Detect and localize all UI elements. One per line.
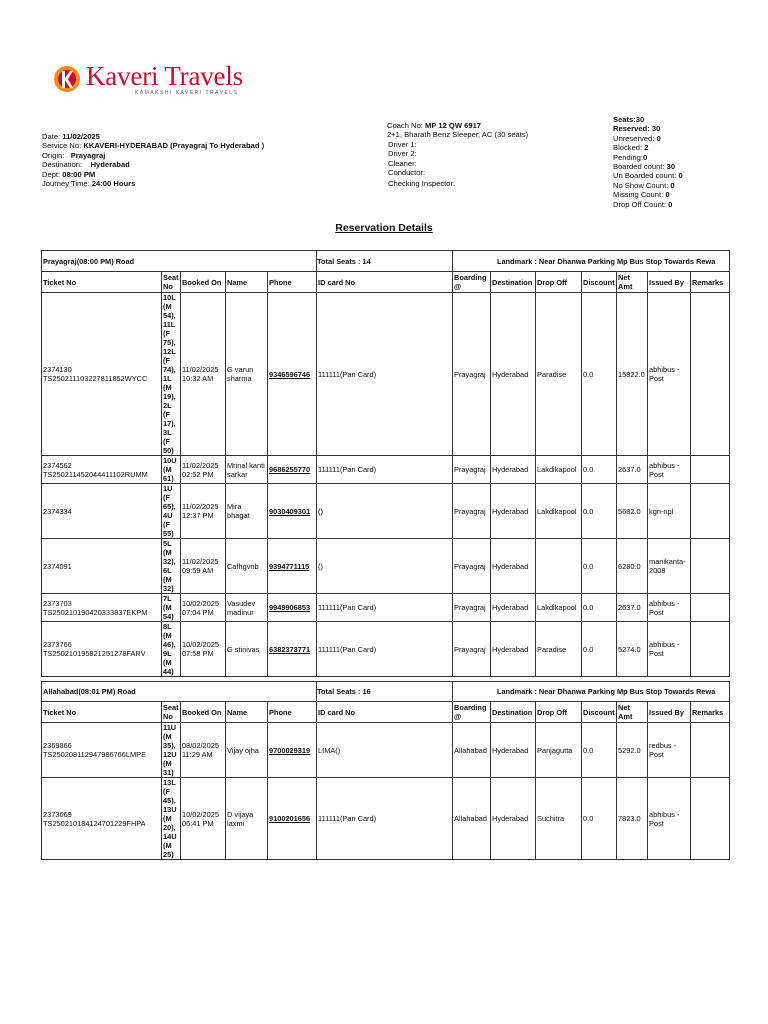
cell-drop-off: Lakdikapool (536, 484, 582, 539)
col-ticket: Ticket No (42, 272, 162, 293)
cell-booked-on: 11/02/2025 02:52 PM (181, 456, 226, 484)
kaveri-logo-icon (52, 62, 82, 94)
cell-boarding-point: Prayagraj (453, 539, 491, 594)
cell-ticket-no: 2374334 (42, 484, 162, 539)
cell-net-amount: 5682.0 (617, 484, 648, 539)
cell-passenger-name: Vasudev madinur (226, 594, 268, 622)
pending-value: 0 (642, 152, 648, 162)
col-boarding: Boarding @ (453, 702, 491, 723)
col-issued: Issued By (648, 702, 691, 723)
unreserved-row (613, 134, 683, 143)
cell-boarding-point: Prayagraj (453, 622, 491, 677)
boarded-value: 30 (666, 162, 676, 172)
brand-tagline: KAMAKSHI KAVERI TRAVELS (135, 90, 239, 96)
col-booked: Booked On (181, 702, 226, 723)
col-dropoff: Drop Off (536, 702, 582, 723)
col-netamt: Net Amt (617, 272, 648, 293)
col-boarding: Boarding @ (453, 272, 491, 293)
col-seat: Seat No (163, 703, 179, 721)
cell-issued-by: redbus - Post (648, 723, 691, 778)
cell-booked-on: 10/02/2025 07:04 PM (181, 594, 226, 622)
service-label: Service No: (42, 141, 82, 151)
cell-destination: Hyderabad (491, 723, 536, 778)
date-row (42, 132, 264, 141)
cell-id-card: () (317, 484, 453, 539)
cell-discount: 0.0 (582, 723, 617, 778)
cell-net-amount: 5292.0 (617, 723, 648, 778)
dept-label: Dept: (42, 169, 61, 179)
noshow-row (613, 181, 683, 190)
missing-value: 0 (665, 190, 670, 200)
col-ticket: Ticket No (42, 702, 162, 723)
cell-id-card: 111111(Pan Card) (317, 622, 453, 677)
table-header-row (42, 272, 730, 293)
group-header (42, 251, 730, 272)
cell-booked-on: 11/02/2025 12:37 PM (181, 484, 226, 539)
cell-ticket-no: 2374562 TS250211452044411102RUMM (42, 456, 162, 484)
group-body (42, 682, 730, 860)
seats-total: Seats:30 (613, 115, 645, 124)
cell-destination: Hyderabad (491, 539, 536, 594)
cell-drop-off: Paradise (536, 293, 582, 456)
date-label: Date: (42, 132, 61, 141)
pending-row (613, 153, 683, 162)
cell-passenger-name: Mrinal kanti sarkar (226, 456, 268, 484)
origin-label: Origin: (42, 150, 65, 160)
cell-passenger-name: Mira bhagat (226, 484, 268, 539)
date-value: 11/02/2025 (62, 132, 100, 141)
origin-value: Prayagraj (70, 150, 106, 160)
destination-label: Destination: (42, 160, 83, 170)
col-destination: Destination (491, 702, 536, 723)
group-boarding-text: Allahabad(08:01 PM) Road (43, 687, 136, 696)
cell-seat-no: 10L (M 54), 11L (F 75), 12L (F 74), 1L (M 19), 2L (F 17), 3L (F 50) (162, 293, 181, 456)
cell-booked-on: 08/02/2025 11:29 AM (181, 723, 226, 778)
reservation-table-allahabad (41, 681, 730, 860)
dropoff-label: Drop Off Count: (613, 199, 667, 209)
cell-ticket-no: 2373669 TS250210184124701229FHPA (42, 778, 162, 860)
cell-issued-by: abhibus - Post (648, 594, 691, 622)
reservation-table-prayagraj (41, 250, 730, 677)
cell-phone-number[interactable]: 9030409301 (268, 484, 317, 539)
blocked-value: 2 (644, 143, 649, 153)
noshow-label: No Show Count: (613, 180, 669, 190)
cell-discount: 0.0 (582, 539, 617, 594)
boarded-row (613, 162, 683, 171)
blocked-label: Blocked: (613, 143, 643, 153)
cell-net-amount: 15822.0 (617, 293, 648, 456)
driver1-label: Driver 1: (388, 139, 417, 149)
coach-row (387, 121, 528, 130)
cell-remarks (691, 778, 730, 860)
cell-passenger-name: D vijaya laxmi (226, 778, 268, 860)
cell-remarks (691, 539, 730, 594)
group-landmark: Landmark : Near Dhanwa Parking Mp Bus Stop Towards Rewa (453, 682, 730, 702)
cell-boarding-point: Allahabad (453, 778, 491, 860)
reserved-label: Reserved: (613, 124, 650, 134)
cell-drop-off: Panjagutta (536, 723, 582, 778)
cell-booked-on: 11/02/2025 09:59 AM (181, 539, 226, 594)
cell-remarks (691, 456, 730, 484)
cell-remarks (691, 484, 730, 539)
pending-label: Pending: (613, 152, 643, 162)
coach-type: 2+1, Bharath Benz Sleeper, AC (30 seats) (387, 130, 529, 140)
journey-row (42, 179, 264, 188)
origin-row (42, 151, 264, 160)
coach-info (387, 121, 528, 189)
company-logo (52, 60, 282, 100)
cell-passenger-name: Vijay ojha (226, 723, 268, 778)
reserved-row (613, 124, 683, 133)
dept-value: 08:00 PM (62, 169, 96, 179)
cell-net-amount: 5274.0 (617, 622, 648, 677)
cell-boarding-point: Allahabad (453, 723, 491, 778)
group-header (42, 682, 730, 702)
journey-label: Journey Time: (42, 179, 90, 189)
cell-booked-on: 11/02/2025 10:32 AM (181, 293, 226, 456)
group-body (42, 251, 730, 677)
noshow-value: 0 (670, 180, 675, 190)
cell-boarding-point: Prayagraj (453, 456, 491, 484)
col-phone: Phone (268, 702, 317, 723)
cell-issued-by: manikanta-2008 (648, 539, 691, 594)
cell-issued-by: kgn-npl (648, 484, 691, 539)
cell-phone-number[interactable]: 6382373771 (268, 622, 317, 677)
col-dropoff: Drop Off (536, 272, 582, 293)
cell-id-card: 111111(Pan Card) (317, 594, 453, 622)
table-row (42, 293, 730, 456)
cell-phone-number[interactable]: 9700029319 (268, 723, 317, 778)
cell-ticket-no: 2374091 (42, 539, 162, 594)
coach-value: MP 12 QW 6917 (425, 121, 482, 130)
col-netamt: Net Amt (617, 702, 648, 723)
col-remarks: Remarks (691, 272, 730, 293)
cell-destination: Hyderabad (491, 456, 536, 484)
cell-destination: Hyderabad (491, 622, 536, 677)
col-name: Name (226, 702, 268, 723)
group-boarding-point (42, 251, 317, 272)
cleaner-label: Cleaner: (388, 158, 417, 168)
cell-id-card: LIMA() (317, 723, 453, 778)
group-landmark: Landmark : Near Dhanwa Parking Mp Bus Stop Towards Rewa (453, 251, 730, 272)
cell-destination: Hyderabad (491, 594, 536, 622)
table-row (42, 484, 730, 539)
group-total-seats: Total Seats : 16 (317, 682, 453, 702)
inspector-label: Checking Inspector: (388, 179, 456, 189)
cell-id-card: 111111(Pan Card) (317, 456, 453, 484)
seat-counts (613, 115, 683, 209)
cell-remarks (691, 723, 730, 778)
service-value: KKAVERI-HYDERABAD (Prayagraj To Hyderabad ) (83, 141, 265, 151)
col-seat: Seat No (163, 273, 179, 291)
unboarded-value: 0 (678, 171, 683, 181)
cell-id-card: () (317, 539, 453, 594)
cell-booked-on: 10/02/2025 07:58 PM (181, 622, 226, 677)
cell-drop-off: Paradise (536, 622, 582, 677)
col-name: Name (226, 272, 268, 293)
cell-drop-off (536, 539, 582, 594)
col-idcard: ID card No (317, 272, 453, 293)
table-row (42, 539, 730, 594)
group-total-seats: Total Seats : 14 (317, 251, 453, 272)
cell-seat-no: 1U (F 65), 4U (F 55) (162, 484, 181, 539)
table-row (42, 778, 730, 860)
cell-ticket-no: 2369866 TS250208112947986766LMPE (42, 723, 162, 778)
cell-drop-off: Suchitra (536, 778, 582, 860)
cell-net-amount: 2637.0 (617, 594, 648, 622)
cell-seat-no: 13L (F 45), 13U (M 20), 14U (M 25) (162, 778, 181, 860)
cell-remarks (691, 622, 730, 677)
blocked-row (613, 143, 683, 152)
cell-id-card: 111111(Pan Card) (317, 778, 453, 860)
cell-phone-number[interactable]: 9100201656 (268, 778, 317, 860)
cell-seat-no: 10U (M 61) (162, 456, 181, 484)
cell-remarks (691, 293, 730, 456)
cell-phone-number[interactable]: 9394771115 (268, 539, 317, 594)
cell-destination: Hyderabad (491, 778, 536, 860)
cell-phone-number[interactable]: 9949906853 (268, 594, 317, 622)
cell-phone-number[interactable]: 9686255770 (268, 456, 317, 484)
cell-discount: 0.0 (582, 293, 617, 456)
col-discount: Discount (582, 272, 617, 293)
cell-issued-by: abhibus - Post (648, 778, 691, 860)
cell-issued-by: abhibus - Post (648, 293, 691, 456)
group-boarding-point (42, 682, 317, 702)
missing-label: Missing Count: (613, 190, 664, 200)
cell-id-card: 111111(Pan Card) (317, 293, 453, 456)
journey-value: 24:00 Hours (91, 179, 136, 189)
cell-destination: Hyderabad (491, 293, 536, 456)
missing-row (613, 190, 683, 199)
trip-info (42, 132, 264, 188)
dropoff-value: 0 (668, 199, 673, 209)
cell-remarks (691, 594, 730, 622)
cell-seat-no: 7L (M 54) (162, 594, 181, 622)
cell-passenger-name: Cafhgvnb (226, 539, 268, 594)
col-issued: Issued By (648, 272, 691, 293)
col-idcard: ID card No (317, 702, 453, 723)
reserved-value: 30 (651, 124, 661, 134)
section-title: Reservation Details (335, 222, 433, 234)
cell-discount: 0.0 (582, 778, 617, 860)
cell-phone-number[interactable]: 9346596746 (268, 293, 317, 456)
table-row (42, 622, 730, 677)
table-row (42, 594, 730, 622)
cell-booked-on: 10/02/2025 06:41 PM (181, 778, 226, 860)
cell-issued-by: abhibus - Post (648, 622, 691, 677)
coach-label: Coach No: (387, 121, 423, 130)
cell-boarding-point: Prayagraj (453, 293, 491, 456)
table-row (42, 723, 730, 778)
dropoff-row (613, 200, 683, 209)
cell-net-amount: 7823.0 (617, 778, 648, 860)
cell-passenger-name: G varun sharma (226, 293, 268, 456)
col-phone: Phone (268, 272, 317, 293)
group-boarding-text: Prayagraj(08:00 PM) Road (43, 256, 135, 266)
cell-ticket-no: 2374130 TS250211103227811852WYCC (42, 293, 162, 456)
brand-name: Kaveri Travels (86, 61, 243, 91)
cell-passenger-name: G stinivas (226, 622, 268, 677)
cell-boarding-point: Prayagraj (453, 484, 491, 539)
table-header-row (42, 702, 730, 723)
cell-drop-off: Lakdikapool (536, 456, 582, 484)
unboarded-row (613, 171, 683, 180)
service-row (42, 141, 264, 150)
cell-ticket-no: 2373766 TS250210195821251278FARV (42, 622, 162, 677)
cell-issued-by: abhibus - Post (648, 456, 691, 484)
col-remarks: Remarks (691, 702, 730, 723)
unreserved-label: Unreserved: (613, 133, 655, 143)
conductor-label: Conductor: (388, 168, 426, 178)
cell-seat-no: 11U (M 35), 12U (M 31) (162, 723, 181, 778)
cell-destination: Hyderabad (491, 484, 536, 539)
cell-net-amount: 6280.0 (617, 539, 648, 594)
col-booked: Booked On (181, 272, 226, 293)
destination-row (42, 160, 264, 169)
cell-discount: 0.0 (582, 622, 617, 677)
cell-ticket-no: 2373703 TS250210190420333837EKPM (42, 594, 162, 622)
cell-drop-off: Lakdikapool (536, 594, 582, 622)
unboarded-label: Un Boarded count: (613, 171, 677, 181)
cell-seat-no: 8L (M 46), 9L (M 44) (162, 622, 181, 677)
boarded-label: Boarded count: (613, 162, 665, 172)
cell-discount: 0.0 (582, 594, 617, 622)
col-discount: Discount (582, 702, 617, 723)
cell-discount: 0.0 (582, 456, 617, 484)
dept-row (42, 170, 264, 179)
driver2-label: Driver 2: (388, 149, 417, 159)
cell-boarding-point: Prayagraj (453, 594, 491, 622)
cell-discount: 0.0 (582, 484, 617, 539)
table-row (42, 456, 730, 484)
cell-net-amount: 2637.0 (617, 456, 648, 484)
col-destination: Destination (491, 272, 536, 293)
destination-value: Hyderabad (90, 160, 130, 170)
cell-seat-no: 5L (M 32), 6L (M 32) (162, 539, 181, 594)
unreserved-value: 0 (656, 133, 661, 143)
